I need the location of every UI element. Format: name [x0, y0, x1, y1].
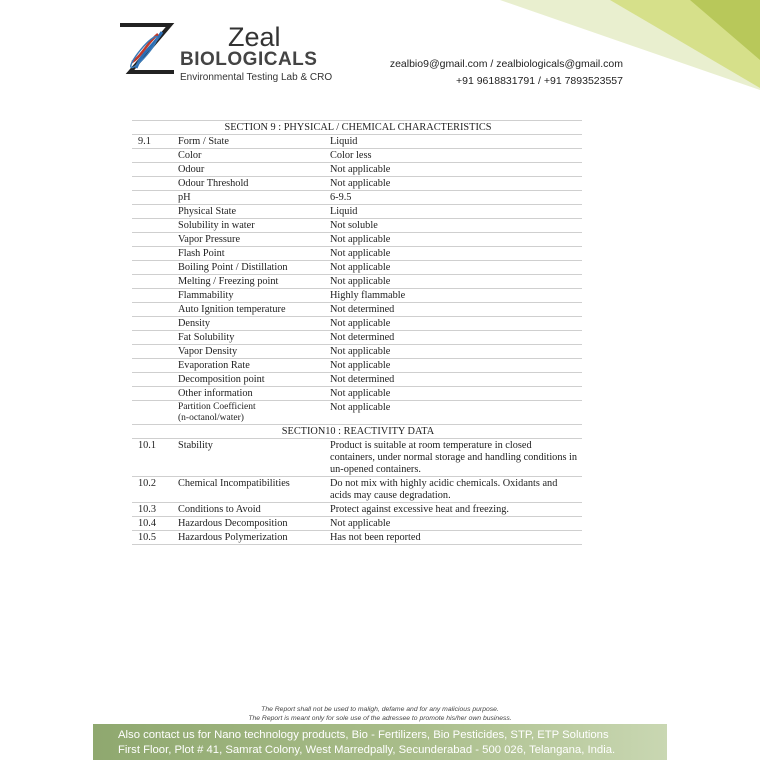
- table-row: [132, 345, 582, 359]
- sds-table: [132, 120, 582, 545]
- property-name: Solubility in water: [172, 219, 324, 233]
- table-row: [132, 135, 582, 149]
- section-number: [132, 401, 172, 425]
- property-value: 6-9.5: [324, 191, 582, 205]
- property-value: Not soluble: [324, 219, 582, 233]
- brand-line2: BIOLOGICALS: [180, 49, 318, 70]
- property-name: Stability: [172, 439, 324, 477]
- table-row: [132, 261, 582, 275]
- table-row: [132, 401, 582, 425]
- brand-tagline: Environmental Testing Lab & CRO: [180, 72, 333, 83]
- disclaimer: [0, 705, 760, 723]
- table-row: [132, 247, 582, 261]
- property-name: Fat Solubility: [172, 331, 324, 345]
- property-name: Vapor Density: [172, 345, 324, 359]
- table-row: [132, 317, 582, 331]
- footer-banner: [93, 724, 667, 760]
- table-row: [132, 359, 582, 373]
- property-value: Product is suitable at room temperature in closed containers, under normal storage and handling conditions in un-opened containers.: [324, 439, 582, 477]
- property-value: Not determined: [324, 303, 582, 317]
- property-name: Partition Coefficient (n-octanol/water): [172, 401, 324, 425]
- property-value: Not applicable: [324, 177, 582, 191]
- table-row: [132, 517, 582, 531]
- property-value: Not applicable: [324, 387, 582, 401]
- section-number: [132, 219, 172, 233]
- table-row: [132, 275, 582, 289]
- property-value: Liquid: [324, 205, 582, 219]
- property-value: Highly flammable: [324, 289, 582, 303]
- section-number: [132, 163, 172, 177]
- property-name: Physical State: [172, 205, 324, 219]
- property-name: Conditions to Avoid: [172, 503, 324, 517]
- section-number: 10.2: [132, 477, 172, 503]
- section-number: [132, 191, 172, 205]
- section-number: 10.5: [132, 531, 172, 545]
- property-name: Other information: [172, 387, 324, 401]
- property-value: Not applicable: [324, 345, 582, 359]
- section-number: [132, 177, 172, 191]
- section-number: [132, 247, 172, 261]
- table-row: [132, 289, 582, 303]
- brand-name: Zeal: [228, 22, 281, 52]
- table-row: [132, 373, 582, 387]
- property-name: Flammability: [172, 289, 324, 303]
- property-value: Liquid: [324, 135, 582, 149]
- property-value: Not applicable: [324, 233, 582, 247]
- property-value: Not determined: [324, 331, 582, 345]
- property-value: Not applicable: [324, 247, 582, 261]
- table-row: [132, 331, 582, 345]
- property-value: Not applicable: [324, 261, 582, 275]
- section-number: [132, 373, 172, 387]
- property-value: Protect against excessive heat and freezing.: [324, 503, 582, 517]
- property-value: Not applicable: [324, 317, 582, 331]
- property-name: Form / State: [172, 135, 324, 149]
- table-row: [132, 387, 582, 401]
- property-name: Hazardous Decomposition: [172, 517, 324, 531]
- section-number: [132, 289, 172, 303]
- section-number: [132, 317, 172, 331]
- table-row: [132, 149, 582, 163]
- table-row: [132, 531, 582, 545]
- table-row: [132, 477, 582, 503]
- property-name: pH: [172, 191, 324, 205]
- property-value: Not applicable: [324, 163, 582, 177]
- property-name: Odour Threshold: [172, 177, 324, 191]
- property-name: Decomposition point: [172, 373, 324, 387]
- property-value: Color less: [324, 149, 582, 163]
- property-name: Chemical Incompatibilities: [172, 477, 324, 503]
- property-value: Has not been reported: [324, 531, 582, 545]
- property-name: Color: [172, 149, 324, 163]
- property-name: Auto Ignition temperature: [172, 303, 324, 317]
- property-name: Odour: [172, 163, 324, 177]
- table-row: [132, 303, 582, 317]
- table-row: [132, 439, 582, 477]
- disclaimer-line-2: The Report is meant only for sole use of the adressee to promote his/her own business.: [248, 715, 512, 722]
- section-number: 9.1: [132, 135, 172, 149]
- section-number: [132, 233, 172, 247]
- section-number: 10.1: [132, 439, 172, 477]
- property-name: Flash Point: [172, 247, 324, 261]
- section-10-title: SECTION10 : REACTIVITY DATA: [132, 425, 582, 439]
- section-9-heading-row: [132, 121, 582, 135]
- contact-email: zealbio9@gmail.com / zealbiologicals@gmail.com: [389, 58, 623, 70]
- section-number: [132, 275, 172, 289]
- property-name: Hazardous Polymerization: [172, 531, 324, 545]
- section-number: [132, 303, 172, 317]
- section-number: [132, 205, 172, 219]
- property-value: Not applicable: [324, 275, 582, 289]
- property-value: Do not mix with highly acidic chemicals. Oxidants and acids may cause degradation.: [324, 477, 582, 503]
- section-number: [132, 149, 172, 163]
- property-value: Not applicable: [324, 401, 582, 425]
- table-row: [132, 191, 582, 205]
- property-value: Not determined: [324, 373, 582, 387]
- table-row: [132, 163, 582, 177]
- table-row: [132, 205, 582, 219]
- property-name: Vapor Pressure: [172, 233, 324, 247]
- disclaimer-line-1: The Report shall not be used to maligh, defame and for any malicious purpose.: [261, 706, 499, 713]
- property-name: Melting / Freezing point: [172, 275, 324, 289]
- table-row: [132, 503, 582, 517]
- property-name: Density: [172, 317, 324, 331]
- section-number: [132, 261, 172, 275]
- section-number: 10.3: [132, 503, 172, 517]
- section-number: [132, 387, 172, 401]
- contact-phone: +91 9618831791 / +91 7893523557: [455, 75, 623, 87]
- property-value: Not applicable: [324, 359, 582, 373]
- section-9-title: SECTION 9 : PHYSICAL / CHEMICAL CHARACTERISTICS: [132, 121, 582, 135]
- property-name: Boiling Point / Distillation: [172, 261, 324, 275]
- section-number: 10.4: [132, 517, 172, 531]
- property-value: Not applicable: [324, 517, 582, 531]
- footer-line-2: First Floor, Plot # 41, Samrat Colony, West Marredpally, Secunderabad - 500 026, Telangana, India.: [118, 744, 616, 756]
- section-number: [132, 359, 172, 373]
- section-10-heading-row: [132, 425, 582, 439]
- table-row: [132, 219, 582, 233]
- property-name: Evaporation Rate: [172, 359, 324, 373]
- zeal-dna-logo-icon: [118, 22, 176, 78]
- section-number: [132, 331, 172, 345]
- table-row: [132, 233, 582, 247]
- section-number: [132, 345, 172, 359]
- table-row: [132, 177, 582, 191]
- footer-line-1: Also contact us for Nano technology products, Bio - Fertilizers, Bio Pesticides, STP, ETP Solutions: [118, 729, 609, 741]
